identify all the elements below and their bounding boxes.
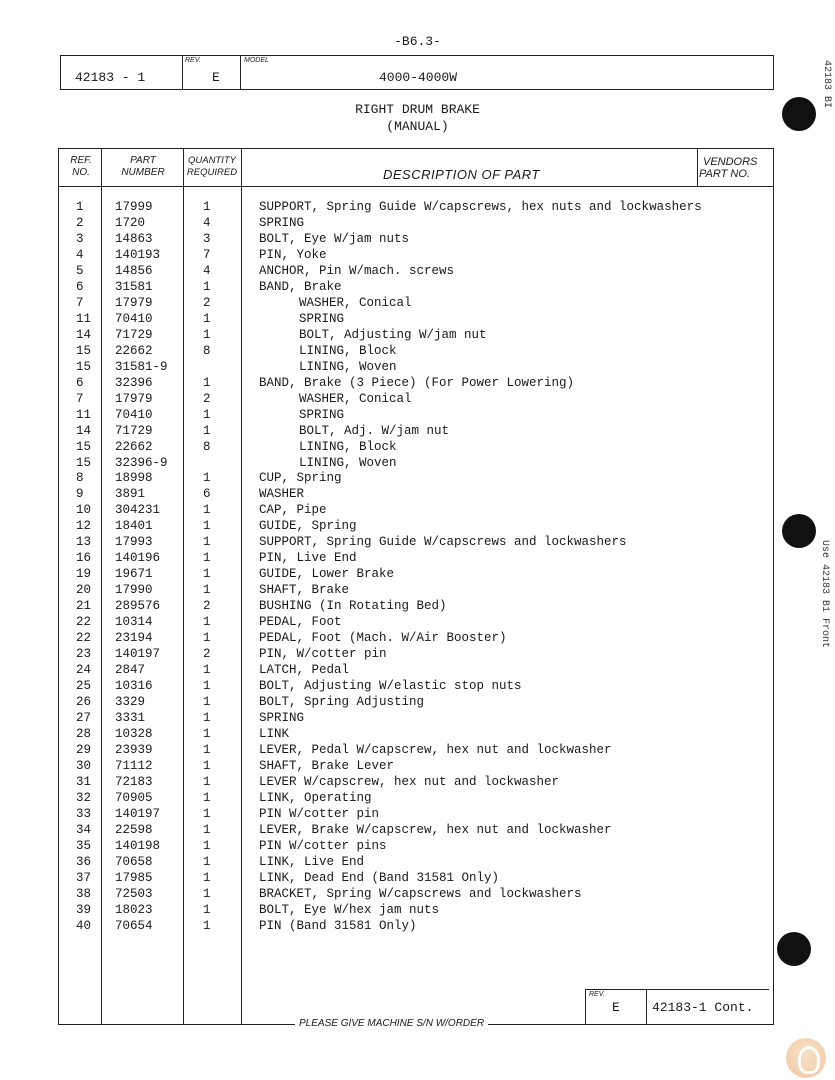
- ref-number: 32: [76, 790, 92, 805]
- table-row: [59, 886, 773, 902]
- description: LINING, Woven: [299, 359, 397, 374]
- quantity: 1: [203, 886, 211, 901]
- description: BAND, Brake: [259, 279, 342, 294]
- quantity: 1: [203, 503, 211, 518]
- description: PIN W/cotter pins: [259, 838, 387, 853]
- table-row: [59, 295, 773, 311]
- table-row: [59, 279, 773, 295]
- table-row: [59, 758, 773, 774]
- model-cell: [241, 56, 771, 89]
- col-divider: [697, 149, 698, 186]
- ref-number: 15: [76, 455, 92, 470]
- description: LINING, Woven: [299, 455, 397, 470]
- table-row: [59, 662, 773, 678]
- part-number: 71729: [115, 327, 153, 342]
- ref-number: 12: [76, 519, 92, 534]
- part-number: 14856: [115, 263, 153, 278]
- table-row: [59, 598, 773, 614]
- part-number: 1720: [115, 215, 146, 230]
- ref-number: 37: [76, 870, 92, 885]
- table-row: [59, 455, 773, 471]
- part-number: 140196: [115, 551, 161, 566]
- quantity: 1: [203, 774, 211, 789]
- ref-number: 4: [76, 247, 84, 262]
- table-row: [59, 582, 773, 598]
- continuation-text: 42183-1 Cont.: [652, 1000, 754, 1015]
- quantity: 1: [203, 854, 211, 869]
- part-number: 3891: [115, 487, 146, 502]
- part-number: 289576: [115, 599, 161, 614]
- part-number: 10328: [115, 727, 153, 741]
- quantity: 1: [203, 471, 211, 486]
- table-row: [59, 790, 773, 806]
- part-number: 31581: [115, 279, 153, 294]
- part-number: 22598: [115, 822, 153, 837]
- description: BUSHING (In Rotating Bed): [259, 599, 447, 614]
- ref-number: 22: [76, 615, 92, 630]
- quantity: 1: [203, 711, 211, 726]
- section-title: RIGHT DRUM BRAKE: [355, 102, 480, 117]
- part-number: 17985: [115, 870, 153, 885]
- table-row: [59, 486, 773, 502]
- section-subtitle: (MANUAL): [386, 119, 449, 134]
- side-text-top: 42183 BI: [821, 60, 832, 109]
- col-header-vendors: [699, 156, 773, 180]
- footer-note: PLEASE GIVE MACHINE S/N W/ORDER: [295, 1018, 488, 1029]
- quantity: 1: [203, 519, 211, 534]
- description: BAND, Brake (3 Piece) (For Power Lowering): [259, 375, 575, 390]
- ref-number: 15: [76, 359, 92, 374]
- quantity: 2: [203, 647, 211, 662]
- part-number: 140198: [115, 838, 161, 853]
- part-number: 3331: [115, 711, 146, 726]
- part-number: 17990: [115, 583, 153, 598]
- part-number: 18401: [115, 519, 153, 534]
- table-row: [59, 327, 773, 343]
- ref-number: 39: [76, 902, 92, 917]
- col-header-qty-line2: REQUIRED: [186, 167, 238, 178]
- table-row: [59, 518, 773, 534]
- binder-hole: [777, 932, 811, 966]
- col-header-qty-line1: QUANTITY: [187, 155, 237, 166]
- table-row: [59, 407, 773, 423]
- description: SHAFT, Brake: [259, 583, 350, 598]
- part-number: 18023: [115, 902, 153, 917]
- table-row: [59, 311, 773, 327]
- quantity: 7: [203, 247, 211, 262]
- quantity: 1: [203, 407, 211, 422]
- description: PIN (Band 31581 Only): [259, 918, 417, 933]
- quantity: 1: [203, 918, 211, 933]
- table-row: [59, 263, 773, 279]
- col-header-part-line2: NUMBER: [121, 167, 165, 178]
- quantity: 4: [203, 263, 211, 278]
- table-row: [59, 391, 773, 407]
- part-number: 17999: [115, 200, 153, 214]
- description: BOLT, Adjusting W/jam nut: [299, 327, 487, 342]
- description: PEDAL, Foot: [259, 615, 342, 630]
- ref-number: 40: [76, 918, 92, 933]
- col-header-qty: [183, 155, 241, 179]
- part-number: 23939: [115, 742, 153, 757]
- description: SPRING: [299, 407, 345, 422]
- ref-number: 6: [76, 375, 84, 390]
- description: SPRING: [299, 311, 345, 326]
- part-number: 70905: [115, 790, 153, 805]
- table-row: [59, 918, 773, 934]
- description: WASHER: [259, 487, 305, 502]
- doc-number-cell: [61, 56, 183, 89]
- part-number: 140197: [115, 806, 161, 821]
- description: BOLT, Spring Adjusting: [259, 695, 425, 710]
- description: GUIDE, Lower Brake: [259, 567, 395, 582]
- table-row: [59, 726, 773, 742]
- side-text-middle: Use 42183 B1 Front: [819, 540, 830, 649]
- table-row: [59, 742, 773, 758]
- description: PIN, W/cotter pin: [259, 647, 387, 662]
- ref-number: 33: [76, 806, 92, 821]
- description: LEVER, Brake W/capscrew, hex nut and lockwasher: [259, 822, 612, 837]
- quantity: 1: [203, 870, 211, 885]
- table-row: [59, 854, 773, 870]
- quantity: 1: [203, 902, 211, 917]
- description: PIN, Yoke: [259, 247, 327, 262]
- part-number: 71112: [115, 758, 153, 773]
- quantity: 1: [203, 838, 211, 853]
- doc-number: 42183 - 1: [75, 70, 146, 85]
- ref-number: 22: [76, 631, 92, 646]
- quantity: 2: [203, 391, 211, 406]
- ref-number: 28: [76, 727, 92, 741]
- quantity: 3: [203, 231, 211, 246]
- table-row: [59, 231, 773, 247]
- quantity: 1: [203, 790, 211, 805]
- part-number: 17993: [115, 535, 153, 550]
- description: LINK, Dead End (Band 31581 Only): [259, 870, 500, 885]
- quantity: 1: [203, 200, 211, 214]
- quantity: 2: [203, 599, 211, 614]
- quantity: 1: [203, 742, 211, 757]
- ref-number: 11: [76, 311, 92, 326]
- part-number: 140193: [115, 247, 161, 262]
- watermark-logo: [786, 1038, 826, 1078]
- description: LINK: [259, 727, 290, 741]
- description: PIN W/cotter pin: [259, 806, 380, 821]
- quantity: 1: [203, 758, 211, 773]
- part-number: 72183: [115, 774, 153, 789]
- ref-number: 35: [76, 838, 92, 853]
- col-header-part: [103, 155, 183, 179]
- quantity: 1: [203, 822, 211, 837]
- part-number: 72503: [115, 886, 153, 901]
- table-row: [59, 774, 773, 790]
- description: LATCH, Pedal: [259, 663, 350, 678]
- ref-number: 16: [76, 551, 92, 566]
- cont-divider: [646, 990, 647, 1024]
- description: BRACKET, Spring W/capscrews and lockwashers: [259, 886, 582, 901]
- table-row: [59, 534, 773, 550]
- ref-number: 31: [76, 774, 92, 789]
- ref-number: 29: [76, 742, 92, 757]
- table-row: [59, 902, 773, 918]
- ref-number: 7: [76, 391, 84, 406]
- description: LINING, Block: [299, 343, 397, 358]
- description: WASHER, Conical: [299, 391, 412, 406]
- description: CUP, Spring: [259, 471, 342, 486]
- header-rule: [59, 186, 773, 187]
- part-number: 71729: [115, 423, 153, 438]
- table-row: [59, 678, 773, 694]
- binder-hole: [782, 514, 816, 548]
- header-box: [60, 55, 774, 90]
- quantity: 1: [203, 535, 211, 550]
- description: LEVER, Pedal W/capscrew, hex nut and lockwasher: [259, 742, 612, 757]
- part-number: 22662: [115, 439, 153, 454]
- quantity: 1: [203, 551, 211, 566]
- part-number: 10314: [115, 615, 153, 630]
- quantity: 1: [203, 567, 211, 582]
- rev-cell: [182, 56, 241, 89]
- ref-number: 15: [76, 439, 92, 454]
- ref-number: 34: [76, 822, 92, 837]
- ref-number: 14: [76, 327, 92, 342]
- part-number: 23194: [115, 631, 153, 646]
- ref-number: 14: [76, 423, 92, 438]
- table-row: [59, 343, 773, 359]
- ref-number: 13: [76, 535, 92, 550]
- ref-number: 5: [76, 263, 84, 278]
- table-row: [59, 502, 773, 518]
- ref-number: 19: [76, 567, 92, 582]
- table-row: [59, 359, 773, 375]
- table-row: [59, 550, 773, 566]
- quantity: 1: [203, 727, 211, 741]
- table-row: [59, 630, 773, 646]
- description: SUPPORT, Spring Guide W/capscrews and lockwashers: [259, 535, 627, 550]
- col-header-desc: DESCRIPTION OF PART: [383, 167, 540, 182]
- description: GUIDE, Spring: [259, 519, 357, 534]
- table-row: [59, 870, 773, 886]
- table-row: [59, 439, 773, 455]
- description: SHAFT, Brake Lever: [259, 758, 395, 773]
- ref-number: 25: [76, 679, 92, 694]
- part-number: 17979: [115, 391, 153, 406]
- quantity: 1: [203, 375, 211, 390]
- ref-number: 24: [76, 663, 92, 678]
- col-header-ref: [63, 155, 99, 179]
- table-row: [59, 423, 773, 439]
- ref-number: 3: [76, 231, 84, 246]
- ref-number: 1: [76, 200, 84, 214]
- quantity: 4: [203, 215, 211, 230]
- col-header-ref-line2: NO.: [72, 167, 90, 178]
- description: ANCHOR, Pin W/mach. screws: [259, 263, 455, 278]
- description: LINK, Live End: [259, 854, 365, 869]
- col-header-part-line1: PART: [130, 155, 156, 166]
- description: PIN, Live End: [259, 551, 357, 566]
- ref-number: 20: [76, 583, 92, 598]
- description: BOLT, Eye W/hex jam nuts: [259, 902, 440, 917]
- description: PEDAL, Foot (Mach. W/Air Booster): [259, 631, 507, 646]
- ref-number: 15: [76, 343, 92, 358]
- table-row: [59, 710, 773, 726]
- quantity: 1: [203, 806, 211, 821]
- part-number: 14863: [115, 231, 153, 246]
- description: LEVER W/capscrew, hex nut and lockwasher: [259, 774, 560, 789]
- cont-rev-label: REV.: [589, 991, 605, 998]
- part-number: 10316: [115, 679, 153, 694]
- part-number: 70654: [115, 918, 153, 933]
- description: BOLT, Adj. W/jam nut: [299, 423, 450, 438]
- description: WASHER, Conical: [299, 295, 412, 310]
- ref-number: 6: [76, 279, 84, 294]
- table-row: [59, 614, 773, 630]
- table-row: [59, 822, 773, 838]
- part-number: 32396-9: [115, 455, 168, 470]
- ref-number: 10: [76, 503, 92, 518]
- table-row: [59, 694, 773, 710]
- quantity: 1: [203, 695, 211, 710]
- part-number: 140197: [115, 647, 161, 662]
- description: SUPPORT, Spring Guide W/capscrews, hex nuts and lockwashers: [259, 200, 702, 214]
- ref-number: 30: [76, 758, 92, 773]
- part-number: 18998: [115, 471, 153, 486]
- part-number: 3329: [115, 695, 146, 710]
- cont-rev-value: E: [612, 1000, 620, 1015]
- ref-number: 8: [76, 471, 84, 486]
- part-number: 304231: [115, 503, 161, 518]
- ref-number: 23: [76, 647, 92, 662]
- binder-hole: [782, 97, 816, 131]
- rev-value: E: [212, 70, 220, 85]
- description: SPRING: [259, 215, 305, 230]
- ref-number: 2: [76, 215, 84, 230]
- ref-number: 36: [76, 854, 92, 869]
- ref-number: 21: [76, 599, 92, 614]
- description: SPRING: [259, 711, 305, 726]
- ref-number: 9: [76, 487, 84, 502]
- quantity: 1: [203, 327, 211, 342]
- quantity: 1: [203, 679, 211, 694]
- description: BOLT, Adjusting W/elastic stop nuts: [259, 679, 522, 694]
- ref-number: 27: [76, 711, 92, 726]
- part-number: 2847: [115, 663, 146, 678]
- ref-number: 7: [76, 295, 84, 310]
- table-row: [59, 646, 773, 662]
- quantity: 1: [203, 583, 211, 598]
- part-number: 70410: [115, 311, 153, 326]
- description: LINK, Operating: [259, 790, 372, 805]
- part-number: 22662: [115, 343, 153, 358]
- table-row: [59, 806, 773, 822]
- part-number: 70410: [115, 407, 153, 422]
- table-row: [59, 838, 773, 854]
- part-number: 32396: [115, 375, 153, 390]
- rev-label: REV.: [185, 57, 201, 64]
- description: BOLT, Eye W/jam nuts: [259, 231, 410, 246]
- parts-table: [58, 148, 774, 1025]
- quantity: 1: [203, 311, 211, 326]
- quantity: 6: [203, 487, 211, 502]
- ref-number: 26: [76, 695, 92, 710]
- quantity: 2: [203, 295, 211, 310]
- quantity: 1: [203, 663, 211, 678]
- part-number: 19671: [115, 567, 153, 582]
- col-header-vendors-line1: VENDORS: [703, 156, 758, 168]
- quantity: 1: [203, 279, 211, 294]
- table-row: [59, 199, 773, 215]
- model-label: MODEL: [244, 57, 269, 64]
- quantity: 8: [203, 343, 211, 358]
- part-number: 31581-9: [115, 359, 168, 374]
- col-header-ref-line1: REF.: [70, 155, 92, 166]
- table-row: [59, 470, 773, 486]
- ref-number: 11: [76, 407, 92, 422]
- table-row: [59, 215, 773, 231]
- part-number: 70658: [115, 854, 153, 869]
- description: CAP, Pipe: [259, 503, 327, 518]
- quantity: 1: [203, 615, 211, 630]
- ref-number: 38: [76, 886, 92, 901]
- quantity: 1: [203, 631, 211, 646]
- page-number: -B6.3-: [394, 34, 441, 49]
- model-value: 4000-4000W: [379, 70, 458, 85]
- table-row: [59, 247, 773, 263]
- col-header-vendors-line2: PART NO.: [699, 168, 750, 180]
- continuation-box: [585, 989, 769, 1025]
- description: LINING, Block: [299, 439, 397, 454]
- part-number: 17979: [115, 295, 153, 310]
- table-row: [59, 566, 773, 582]
- quantity: 8: [203, 439, 211, 454]
- table-row: [59, 375, 773, 391]
- quantity: 1: [203, 423, 211, 438]
